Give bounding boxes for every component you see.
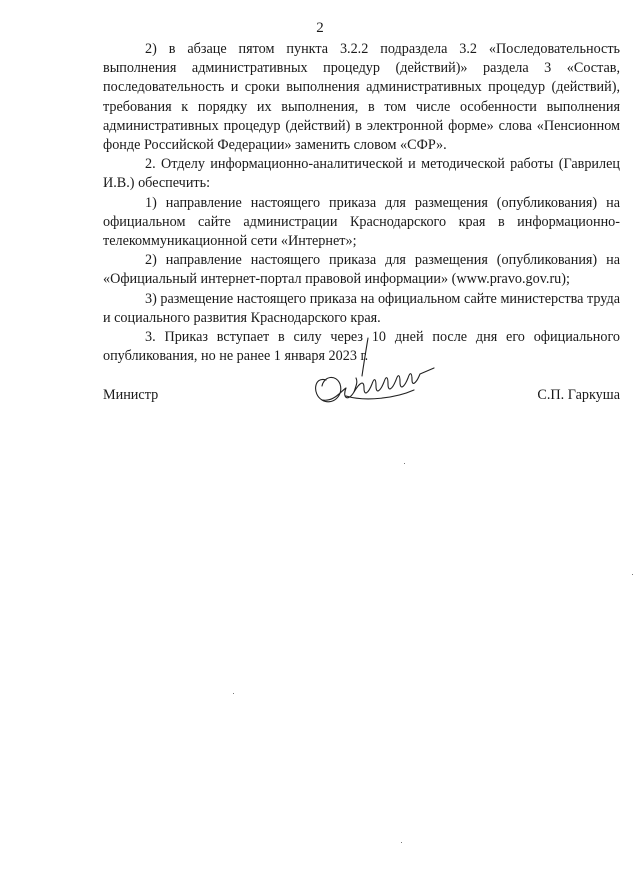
paragraph-subitem-3: 3) размещение настоящего приказа на официальном сайте министерства труда и социального развития Краснодарского края. — [103, 290, 620, 326]
scan-speck — [404, 463, 405, 464]
scan-speck — [233, 693, 234, 694]
signer-name: С.П. Гаркуша — [537, 387, 620, 403]
page-number: 2 — [316, 20, 324, 36]
handwritten-signature — [306, 336, 438, 412]
paragraph-subitem-2: 2) направление настоящего приказа для размещения (опубликования) на «Официальный интернет-портал правовой информации» (www.pravo.gov.ru); — [103, 252, 620, 288]
document-body — [103, 40, 620, 366]
signature-block — [103, 376, 620, 446]
paragraph-subitem-1: 1) направление настоящего приказа для размещения (опубликования) на официальном сайте администрации Краснодарского края в информационно-телекоммуникационной сети «Интернет»; — [103, 194, 620, 250]
paragraph-item-2: 2. Отделу информационно-аналитической и методической работы (Гаврилец И.В.) обеспечить: — [103, 156, 620, 192]
scan-speck — [401, 842, 402, 843]
paragraph-item-3: 3. Приказ вступает в силу через 10 дней после дня его официального опубликования, но не ранее 1 января 2023 г. — [103, 329, 620, 365]
scan-speck — [632, 574, 633, 575]
paragraph-amendment-2: 2) в абзаце пятом пункта 3.2.2 подраздела 3.2 «Последовательность выполнения административных процедур (действий)» раздела 3 «Состав, последовательность и сроки выполнения административных процедур (действий), требования к порядку их выполнения, в том числе особенности выполнения административных процедур (действий) в электронной форме» слова «Пенсионном фонде Российской Федерации» заменить словом «СФР». — [103, 41, 620, 154]
signer-title: Министр — [103, 387, 159, 403]
